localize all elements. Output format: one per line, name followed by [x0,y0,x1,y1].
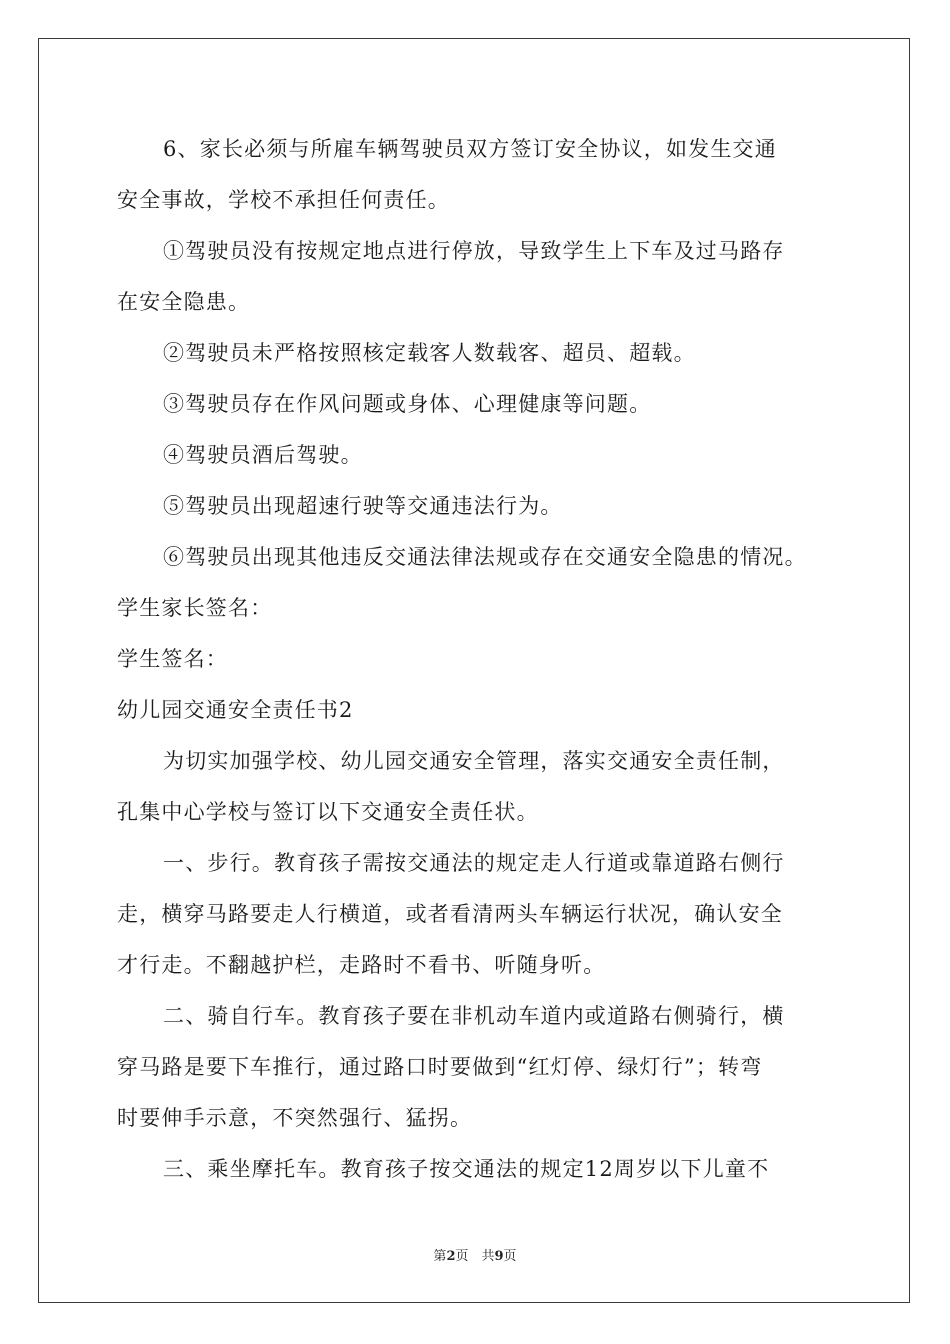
page-prefix: 第 [433,1249,447,1264]
text-line: ①驾驶员没有按规定地点进行停放，导致学生上下车及过马路存 [163,239,785,263]
text-line: 走，横穿马路要走人行横道，或者看清两头车辆运行状况，确认安全 [117,902,783,926]
text-line: ③驾驶员存在作风问题或身体、心理健康等问题。 [163,392,652,416]
text-line: 学生家长签名： [117,596,273,620]
page-current: 2 [446,1249,456,1264]
text-line: 一、步行。教育孩子需按交通法的规定走人行道或靠道路右侧行 [163,851,785,875]
text-line: 穿马路是要下车推行，通过路口时要做到“红灯停、绿灯行”；转弯 [117,1055,763,1079]
document-body [117,124,842,1195]
text-line: 时要伸手示意，不突然强行、猛拐。 [117,1106,473,1130]
text-line: ⑥驾驶员出现其他违反交通法律法规或存在交通安全隐患的情况。 [163,545,807,569]
text-line: 三、乘坐摩托车。教育孩子按交通法的规定12周岁以下儿童不 [163,1157,770,1181]
text-line: 二、骑自行车。教育孩子要在非机动车道内或道路右侧骑行，横 [163,1004,785,1028]
text-line: 孔集中心学校与签订以下交通安全责任状。 [117,800,539,824]
text-line: 在安全隐患。 [117,290,251,314]
text-line: 6、家长必须与所雇车辆驾驶员双方签订安全协议，如发生交通 [163,137,777,161]
page-number-footer [0,1245,950,1264]
text-line: 安全事故，学校不承担任何责任。 [117,188,450,212]
section-heading: 幼儿园交通安全责任书2 [117,698,354,722]
page-suffix: 页 [503,1249,517,1264]
page-mid: 页 共 [455,1249,495,1264]
text-line: ④驾驶员酒后驾驶。 [163,443,363,467]
text-line: 为切实加强学校、幼儿园交通安全管理，落实交通安全责任制， [163,749,785,773]
text-line: 才行走。不翻越护栏，走路时不看书、听随身听。 [117,953,606,977]
page-total: 9 [494,1249,504,1264]
text-line: ②驾驶员未严格按照核定载客人数载客、超员、超载。 [163,341,696,365]
text-line: 学生签名： [117,647,228,671]
text-line: ⑤驾驶员出现超速行驶等交通违法行为。 [163,494,563,518]
